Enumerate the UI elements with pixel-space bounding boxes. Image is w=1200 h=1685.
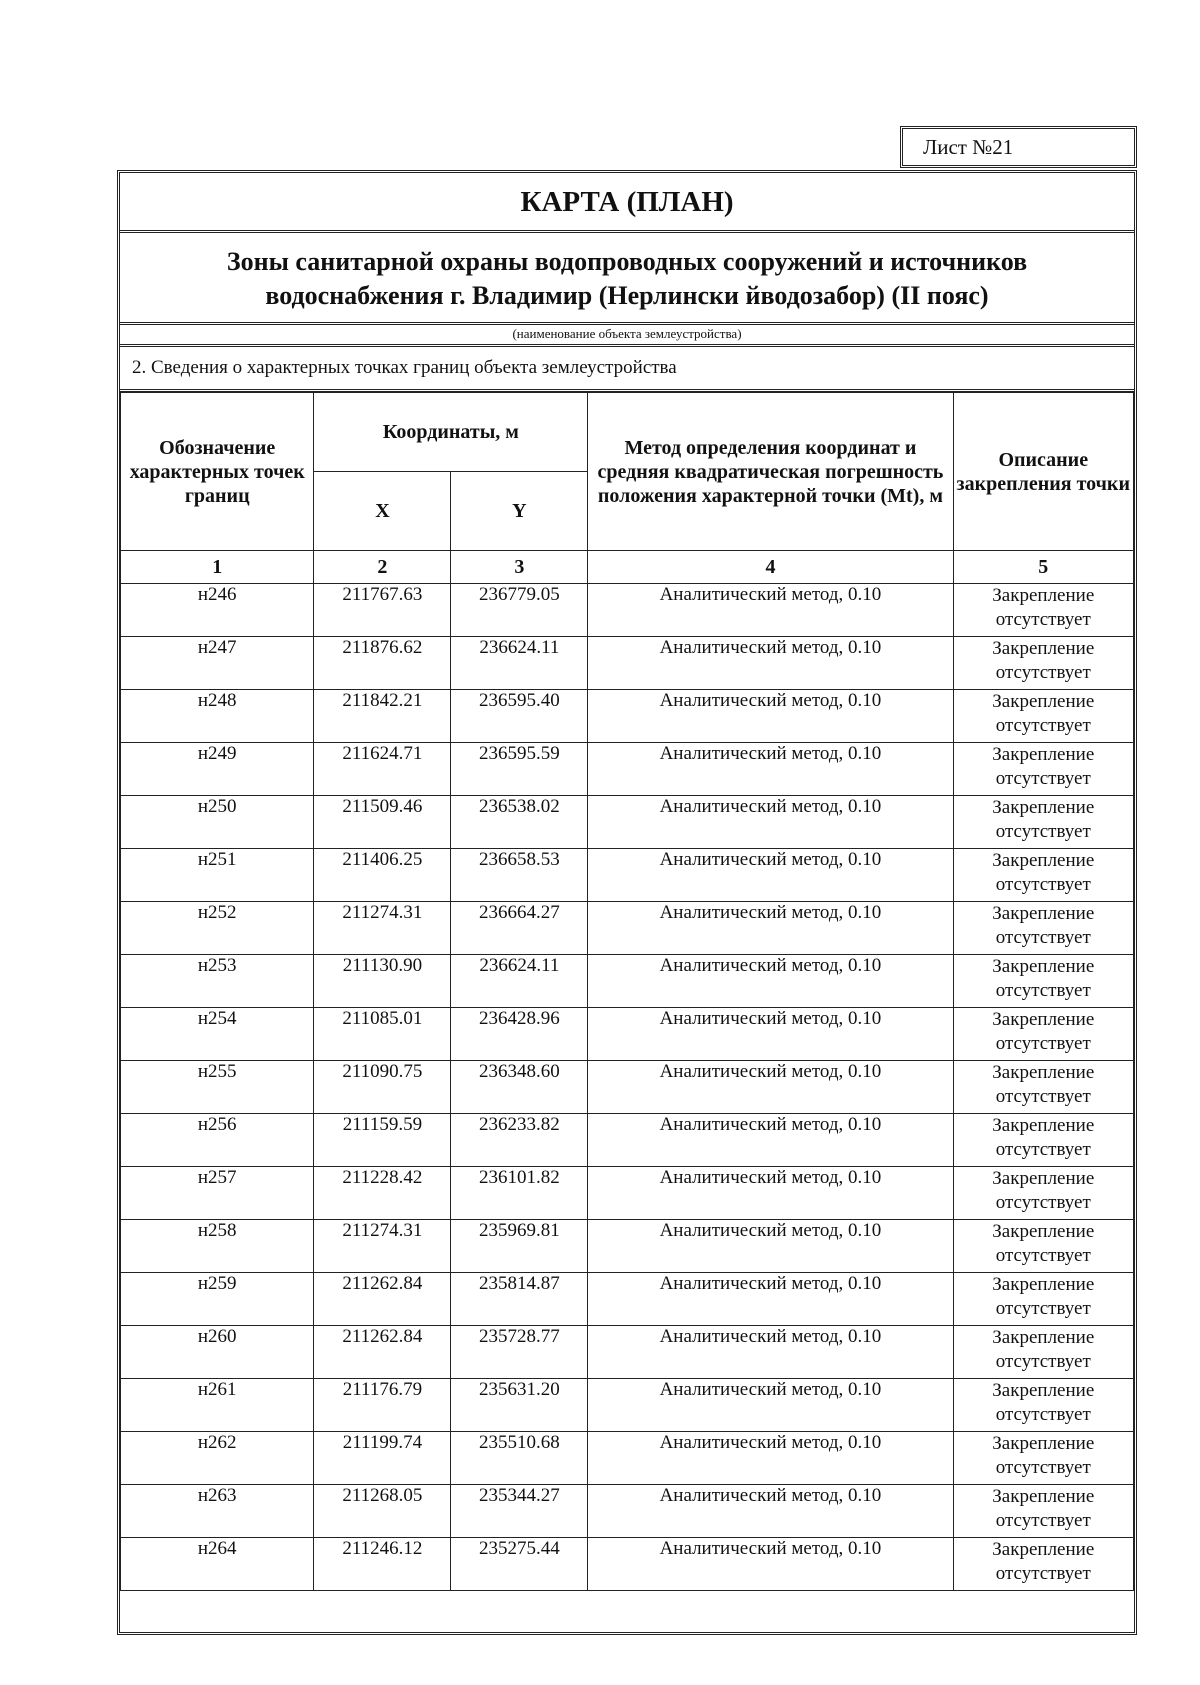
table-row — [121, 690, 1134, 743]
object-name-line-2: водоснабжения г. Владимир (Нерлински йводозабор) (II пояс) — [265, 281, 989, 310]
fixation-description: Закрепление отсутствует — [953, 1485, 1133, 1538]
coordinate-x: 211246.12 — [314, 1538, 451, 1591]
coordinate-y: 235969.81 — [451, 1220, 588, 1273]
point-label: н253 — [121, 955, 314, 1008]
method-cell: Аналитический метод, 0.10 — [588, 1432, 953, 1485]
table-row — [121, 1114, 1134, 1167]
column-number: 4 — [588, 551, 953, 584]
table-row — [121, 1485, 1134, 1538]
table-row — [121, 1432, 1134, 1485]
coordinate-y: 236233.82 — [451, 1114, 588, 1167]
fixation-description: Закрепление отсутствует — [953, 690, 1133, 743]
coordinate-y: 236624.11 — [451, 955, 588, 1008]
coordinate-y: 236595.40 — [451, 690, 588, 743]
coordinate-x: 211767.63 — [314, 584, 451, 637]
coordinate-x: 211268.05 — [314, 1485, 451, 1538]
coordinate-x: 211274.31 — [314, 902, 451, 955]
coordinate-y: 236779.05 — [451, 584, 588, 637]
coordinate-y: 236664.27 — [451, 902, 588, 955]
fixation-description: Закрепление отсутствует — [953, 1114, 1133, 1167]
object-name-line-1: Зоны санитарной охраны водопроводных сооружений и источников — [226, 247, 1028, 276]
coordinate-x: 211090.75 — [314, 1061, 451, 1114]
fixation-description: Закрепление отсутствует — [953, 1273, 1133, 1326]
method-cell: Аналитический метод, 0.10 — [588, 1114, 953, 1167]
point-label: н255 — [121, 1061, 314, 1114]
coordinate-y: 236101.82 — [451, 1167, 588, 1220]
column-number: 1 — [121, 551, 314, 584]
table-row — [121, 1061, 1134, 1114]
coordinate-x: 211406.25 — [314, 849, 451, 902]
method-cell: Аналитический метод, 0.10 — [588, 637, 953, 690]
coordinate-x: 211509.46 — [314, 796, 451, 849]
table-row — [121, 743, 1134, 796]
point-label: н257 — [121, 1167, 314, 1220]
coordinate-y: 235728.77 — [451, 1326, 588, 1379]
table-row — [121, 902, 1134, 955]
coordinate-x: 211842.21 — [314, 690, 451, 743]
point-label: н259 — [121, 1273, 314, 1326]
fixation-description: Закрепление отсутствует — [953, 1326, 1133, 1379]
coordinate-x: 211159.59 — [314, 1114, 451, 1167]
method-cell: Аналитический метод, 0.10 — [588, 743, 953, 796]
point-label: н248 — [121, 690, 314, 743]
point-label: н263 — [121, 1485, 314, 1538]
point-label: н264 — [121, 1538, 314, 1591]
object-name-caption: (наименование объекта землеустройства) — [120, 325, 1134, 347]
table-row — [121, 955, 1134, 1008]
method-cell: Аналитический метод, 0.10 — [588, 1379, 953, 1432]
header-description: Описание закрепления точки — [953, 393, 1133, 551]
table-row — [121, 1220, 1134, 1273]
header-y: Y — [451, 472, 588, 551]
table-row — [121, 1167, 1134, 1220]
method-cell: Аналитический метод, 0.10 — [588, 1220, 953, 1273]
coordinate-x: 211085.01 — [314, 1008, 451, 1061]
point-label: н250 — [121, 796, 314, 849]
table-row — [121, 796, 1134, 849]
fixation-description: Закрепление отсутствует — [953, 743, 1133, 796]
method-cell: Аналитический метод, 0.10 — [588, 1538, 953, 1591]
fixation-description: Закрепление отсутствует — [953, 1167, 1133, 1220]
header-coordinates: Координаты, м — [314, 393, 588, 472]
coordinate-x: 211624.71 — [314, 743, 451, 796]
coordinate-y: 236595.59 — [451, 743, 588, 796]
column-number: 2 — [314, 551, 451, 584]
point-label: н254 — [121, 1008, 314, 1061]
fixation-description: Закрепление отсутствует — [953, 584, 1133, 637]
coordinate-y: 236658.53 — [451, 849, 588, 902]
method-cell: Аналитический метод, 0.10 — [588, 796, 953, 849]
method-cell: Аналитический метод, 0.10 — [588, 1008, 953, 1061]
column-number: 3 — [451, 551, 588, 584]
table-body — [121, 584, 1134, 1591]
fixation-description: Закрепление отсутствует — [953, 637, 1133, 690]
fixation-description: Закрепление отсутствует — [953, 955, 1133, 1008]
method-cell: Аналитический метод, 0.10 — [588, 584, 953, 637]
point-label: н249 — [121, 743, 314, 796]
header-x: X — [314, 472, 451, 551]
table-row — [121, 1538, 1134, 1591]
table-row — [121, 1273, 1134, 1326]
coordinate-x: 211130.90 — [314, 955, 451, 1008]
fixation-description: Закрепление отсутствует — [953, 1538, 1133, 1591]
method-cell: Аналитический метод, 0.10 — [588, 1061, 953, 1114]
fixation-description: Закрепление отсутствует — [953, 1008, 1133, 1061]
point-label: н256 — [121, 1114, 314, 1167]
coordinate-x: 211228.42 — [314, 1167, 451, 1220]
method-cell: Аналитический метод, 0.10 — [588, 1273, 953, 1326]
fixation-description: Закрепление отсутствует — [953, 1432, 1133, 1485]
coordinate-x: 211876.62 — [314, 637, 451, 690]
method-cell: Аналитический метод, 0.10 — [588, 955, 953, 1008]
fixation-description: Закрепление отсутствует — [953, 1220, 1133, 1273]
fixation-description: Закрепление отсутствует — [953, 849, 1133, 902]
table-row — [121, 637, 1134, 690]
fixation-description: Закрепление отсутствует — [953, 1061, 1133, 1114]
sheet-number: Лист №21 — [923, 135, 1014, 159]
object-name — [120, 233, 1134, 325]
section-title: 2. Сведения о характерных точках границ объекта землеустройства — [120, 347, 1134, 392]
boundary-points-table — [120, 392, 1134, 1591]
table-row — [121, 1379, 1134, 1432]
method-cell: Аналитический метод, 0.10 — [588, 1326, 953, 1379]
coordinate-y: 235510.68 — [451, 1432, 588, 1485]
column-number: 5 — [953, 551, 1133, 584]
coordinate-x: 211274.31 — [314, 1220, 451, 1273]
header-method: Метод определения координат и средняя квадратическая погрешность положения характерной точки (Mt), м — [588, 393, 953, 551]
fixation-description: Закрепление отсутствует — [953, 796, 1133, 849]
table-row — [121, 584, 1134, 637]
coordinate-y: 235275.44 — [451, 1538, 588, 1591]
document-frame — [117, 170, 1137, 1635]
point-label: н260 — [121, 1326, 314, 1379]
fixation-description: Закрепление отсутствует — [953, 1379, 1133, 1432]
sheet-number-box — [900, 126, 1137, 168]
document-title: КАРТА (ПЛАН) — [120, 173, 1134, 233]
coordinate-x: 211176.79 — [314, 1379, 451, 1432]
method-cell: Аналитический метод, 0.10 — [588, 1485, 953, 1538]
coordinate-y: 236348.60 — [451, 1061, 588, 1114]
point-label: н246 — [121, 584, 314, 637]
point-label: н252 — [121, 902, 314, 955]
point-label: н262 — [121, 1432, 314, 1485]
method-cell: Аналитический метод, 0.10 — [588, 902, 953, 955]
table-row — [121, 849, 1134, 902]
table-row — [121, 1008, 1134, 1061]
header-point: Обозначение характерных точек границ — [121, 393, 314, 551]
coordinate-y: 235344.27 — [451, 1485, 588, 1538]
coordinate-x: 211262.84 — [314, 1273, 451, 1326]
coordinate-y: 236624.11 — [451, 637, 588, 690]
method-cell: Аналитический метод, 0.10 — [588, 1167, 953, 1220]
point-label: н247 — [121, 637, 314, 690]
coordinate-x: 211199.74 — [314, 1432, 451, 1485]
coordinate-y: 236428.96 — [451, 1008, 588, 1061]
fixation-description: Закрепление отсутствует — [953, 902, 1133, 955]
method-cell: Аналитический метод, 0.10 — [588, 849, 953, 902]
coordinate-x: 211262.84 — [314, 1326, 451, 1379]
point-label: н258 — [121, 1220, 314, 1273]
method-cell: Аналитический метод, 0.10 — [588, 690, 953, 743]
coordinate-y: 236538.02 — [451, 796, 588, 849]
point-label: н251 — [121, 849, 314, 902]
table-row — [121, 1326, 1134, 1379]
point-label: н261 — [121, 1379, 314, 1432]
coordinate-y: 235814.87 — [451, 1273, 588, 1326]
coordinate-y: 235631.20 — [451, 1379, 588, 1432]
